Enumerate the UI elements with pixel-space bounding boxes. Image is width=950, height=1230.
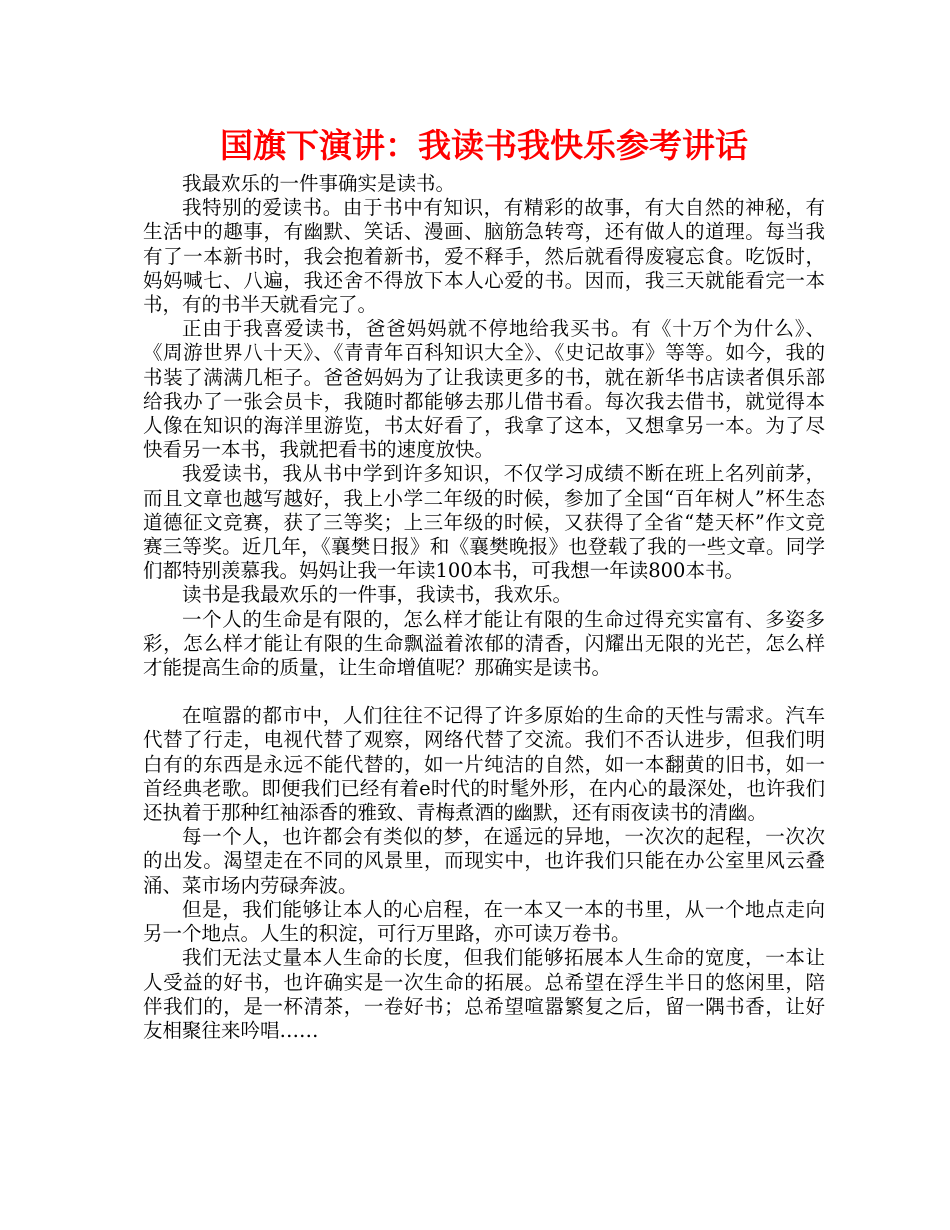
paragraph: 我们无法丈量本人生命的长度，但我们能够拓展本人生命的宽度，一本让人受益的好书，也许确实是一次生命的拓展。总希望在浮生半日的悠闲里，陪伴我们的，是一杯清茶，一卷好书；总希望喧嚣繁复之后，留一隅书香，让好友相聚往来吟唱…… bbox=[143, 946, 825, 1042]
paragraph: 我爱读书，我从书中学到许多知识，不仅学习成绩不断在班上名列前茅，而且文章也越写越好，我上小学二年级的时候，参加了全国“百年树人”杯生态道德征文竞赛，获了三等奖；上三年级的时候，又获得了全省“楚天杯”作文竞赛三等奖。近几年，《襄樊日报》和《襄樊晚报》也登载了我的一些文章。同学们都特别羡慕我。妈妈让我一年读100本书，可我想一年读800本书。 bbox=[143, 462, 825, 583]
paragraph: 我最欢乐的一件事确实是读书。 bbox=[182, 172, 456, 195]
paragraph: 正由于我喜爱读书，爸爸妈妈就不停地给我买书。有《十万个为什么》、《周游世界八十天》、《青青年百科知识大全》、《史记故事》等等。如今，我的书装了满满几柜子。爸爸妈妈为了让我读更多的书，就在新华书店读者俱乐部给我办了一张会员卡，我随时都能够去那儿借书看。每次我去借书，就觉得本人像在知识的海洋里游览，书太好看了，我拿了这本，又想拿另一本。为了尽快看另一本书，我就把看书的速度放快。 bbox=[143, 317, 825, 462]
paragraph: 在喧嚣的都市中，人们往往不记得了许多原始的生命的天性与需求。汽车代替了行走，电视代替了观察，网络代替了交流。我们不否认进步，但我们明白有的东西是永远不能代替的，如一片纯洁的自然，如一本翻黄的旧书，如一首经典老歌。即便我们已经有着e时代的时髦外形，在内心的最深处，也许我们还执着于那种红袖添香的雅致、青梅煮酒的幽默，还有雨夜读书的清幽。 bbox=[143, 704, 825, 825]
document-body bbox=[143, 172, 825, 1043]
paragraph: 我特别的爱读书。由于书中有知识，有精彩的故事，有大自然的神秘，有生活中的趣事，有幽默、笑话、漫画、脑筋急转弯，还有做人的道理。每当我有了一本新书时，我会抱着新书，爱不释手，然后就看得废寝忘食。吃饭时，妈妈喊七、八遍，我还舍不得放下本人心爱的书。因而，我三天就能看完一本书，有的书半天就看完了。 bbox=[143, 196, 825, 317]
document-page bbox=[143, 120, 825, 1043]
paragraph: 每一个人，也许都会有类似的梦，在遥远的异地，一次次的起程，一次次的出发。渴望走在不同的风景里，而现实中，也许我们只能在办公室里风云叠涌、菜市场内劳碌奔波。 bbox=[143, 825, 825, 897]
paragraph: 但是，我们能够让本人的心启程，在一本又一本的书里，从一个地点走向另一个地点。人生的积淀，可行万里路，亦可读万卷书。 bbox=[143, 897, 825, 946]
paragraph: 读书是我最欢乐的一件事，我读书，我欢乐。 bbox=[182, 583, 573, 607]
paragraph: 一个人的生命是有限的，怎么样才能让有限的生命过得充实富有、多姿多彩，怎么样才能让有限的生命飘溢着浓郁的清香，闪耀出无限的光芒，怎么样才能提高生命的质量，让生命增值呢？那确实是读书。 bbox=[143, 607, 825, 680]
document-title: 国旗下演讲：我读书我快乐参考讲话 bbox=[220, 126, 748, 165]
paragraph-gap bbox=[143, 680, 825, 704]
